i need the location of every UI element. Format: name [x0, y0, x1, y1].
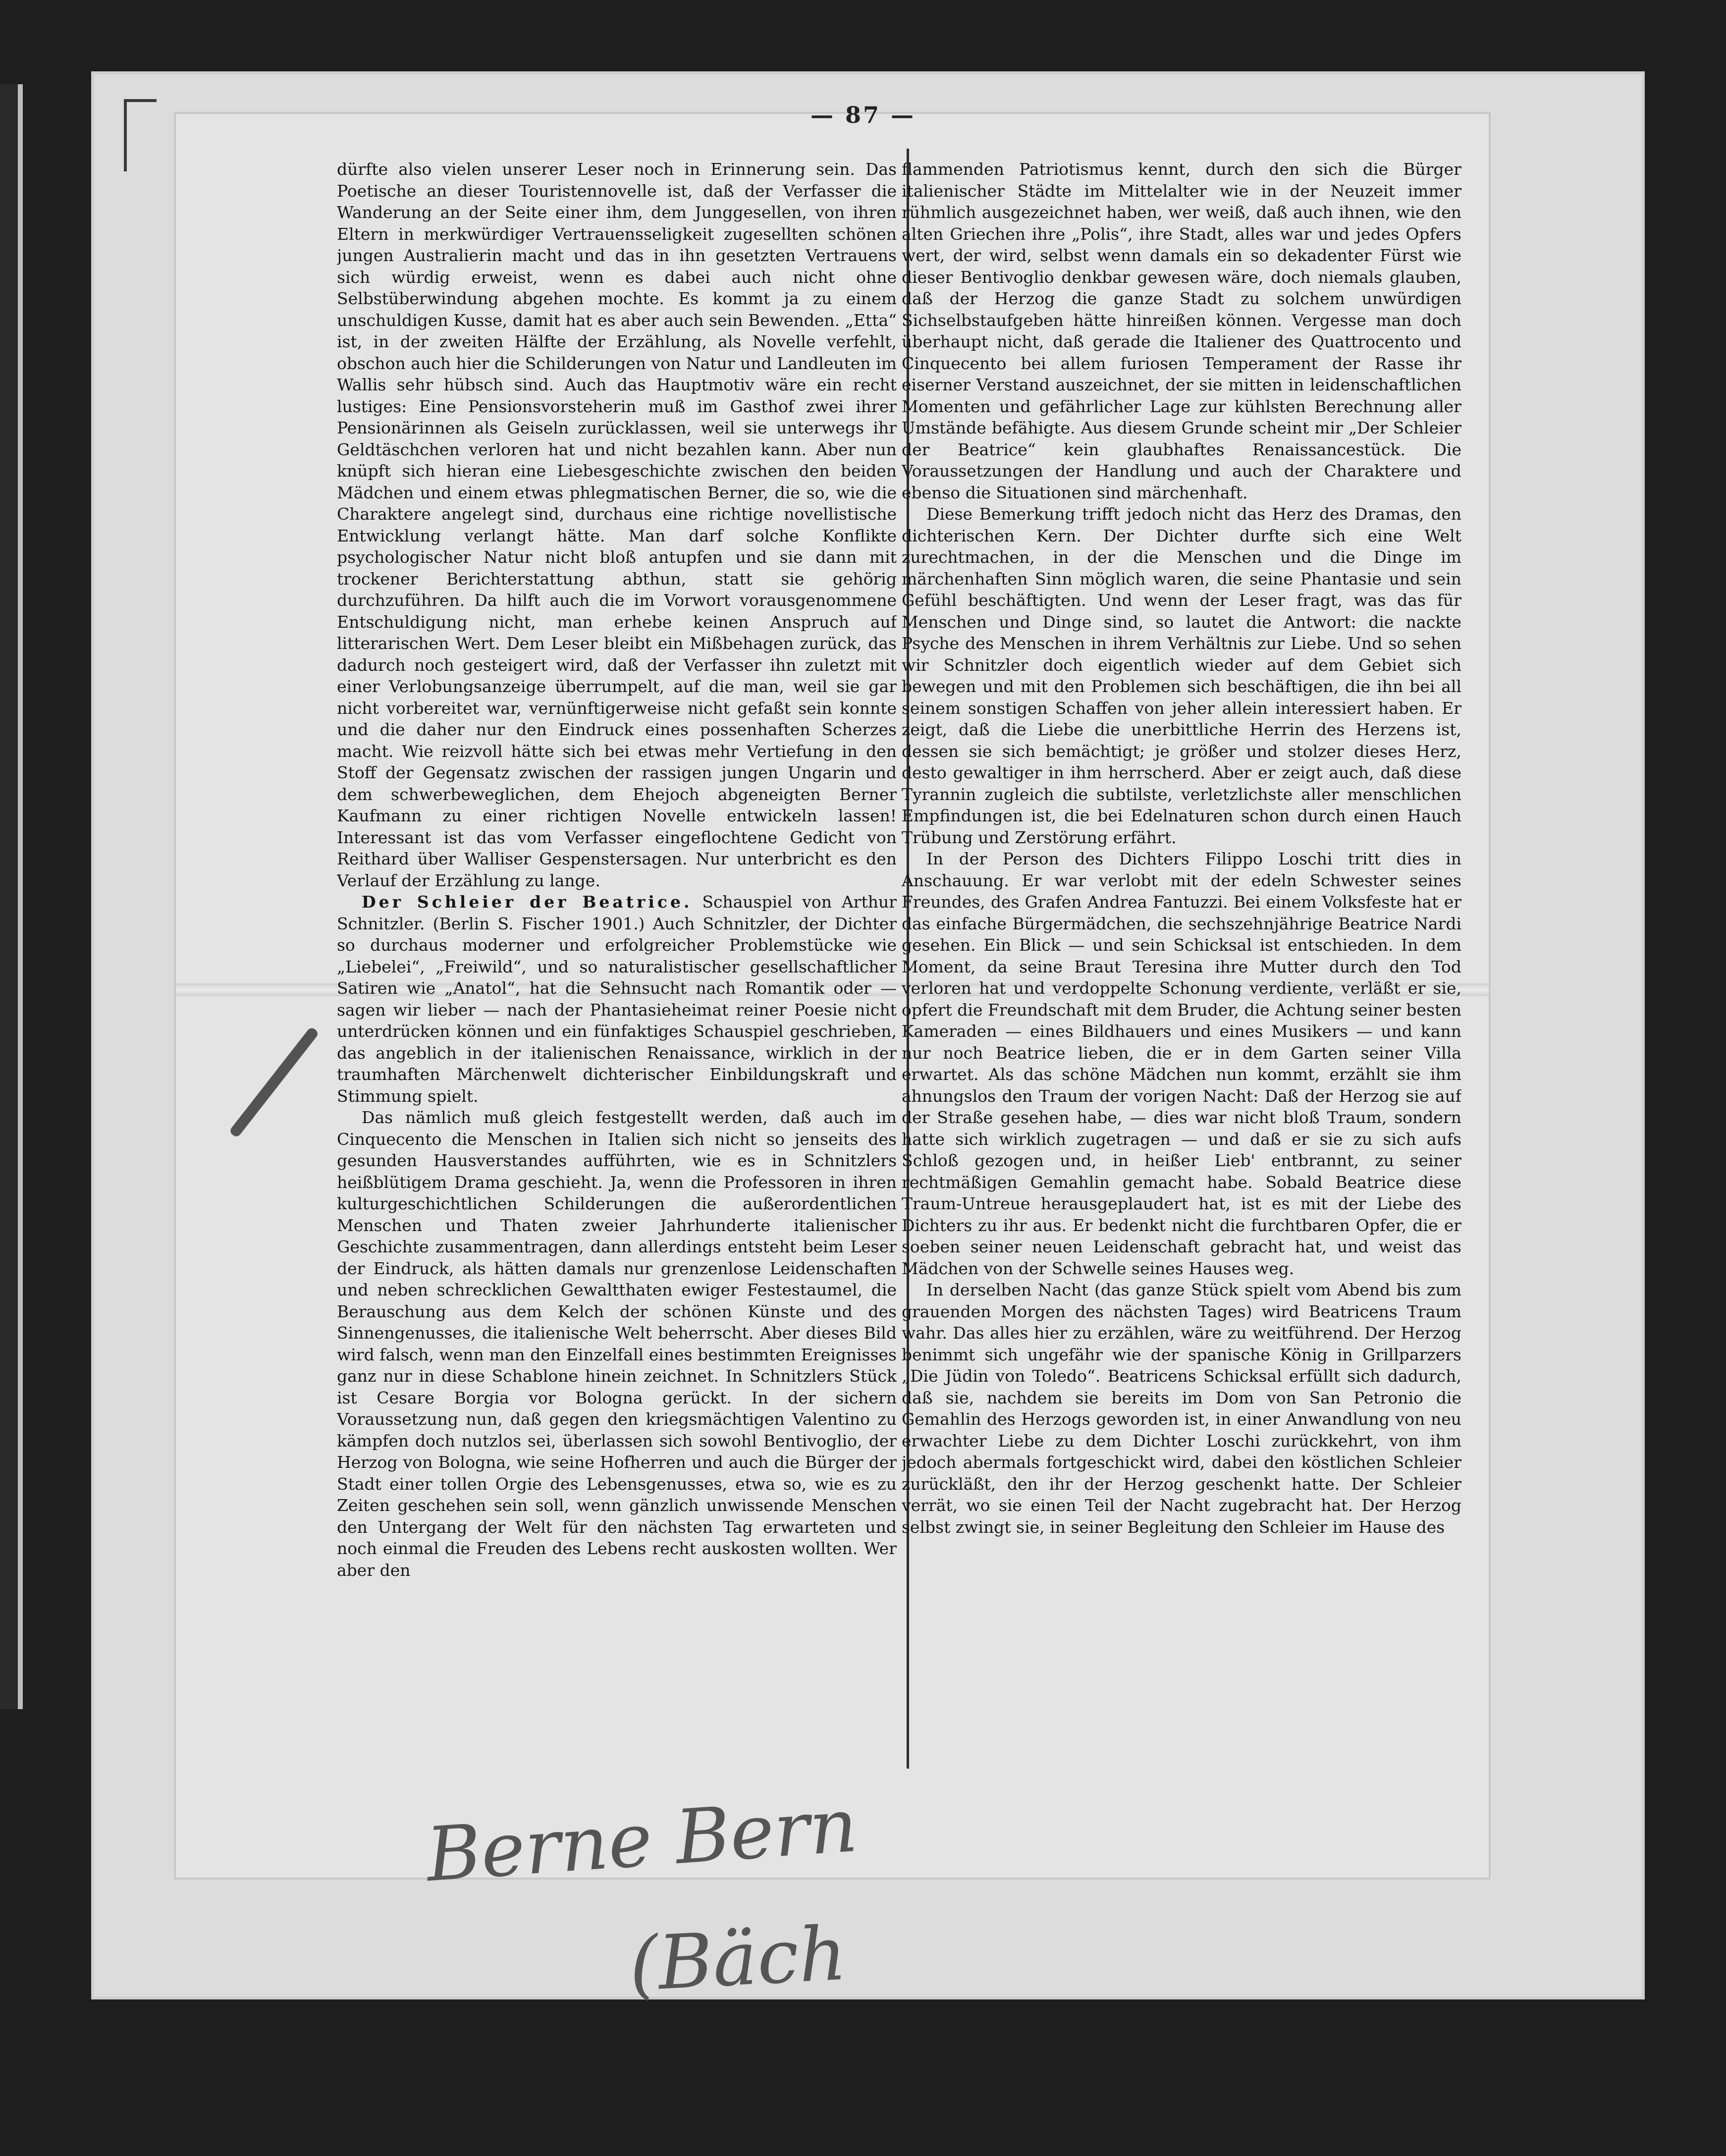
handwritten-note: (Bäch [627, 1910, 849, 2008]
review-heading-paragraph [337, 891, 897, 1107]
paragraph: Das nämlich muß gleich festgestellt werden, daß auch im Cinquecento die Menschen in Italien sich nicht so jenseits des gesunden Hausverstandes aufführten, wie es in Schnitzlers heißblütigem Drama geschieht. Ja, wenn die Professoren in ihren kulturgeschichtlichen Schilderungen die außerordentlichen Menschen und Thaten zweier Jahrhunderte italienischer Geschichte zusammentragen, dann allerdings entsteht beim Leser der Eindruck, als hätten damals nur grenzenlose Leidenschaften und neben schrecklichen Gewaltthaten ewiger Festestaumel, die Berauschung aus dem Kelch der schönen Künste und des Sinnengenusses, die italienische Welt beherrscht. Aber dieses Bild wird falsch, wenn man den Einzelfall eines bestimmten Ereignisses ganz nur in diese Schablone hinein zeichnet. In Schnitzlers Stück ist Cesare Borgia vor Bologna gerückt. In der sichern Voraussetzung nun, daß gegen den kriegsmächtigen Valentino zu kämpfen doch nutzlos sei, überlassen sich sowohl Bentivoglio, der Herzog von Bologna, wie seine Hofherren und auch die Bürger der Stadt einer tollen Orgie des Lebensgenusses, etwa so, wie es zu Zeiten geschehen sein soll, wenn gänzlich unwissende Menschen den Untergang der Welt für den nächsten Tag erwarteten und noch einmal die Freuden des Lebens recht auskosten wollten. Wer aber den [337, 1108, 897, 1580]
paragraph: In derselben Nacht (das ganze Stück spielt vom Abend bis zum grauenden Morgen des nächsten Tages) wird Beatricens Traum wahr. Das alles hier zu erzählen, wäre zu weitführend. Der Herzog benimmt sich ungefähr wie der spanische König in Grillparzers „Die Jüdin von Toledo“. Beatricens Schicksal erfüllt sich dadurch, daß sie, nachdem sie bereits im Dom von San Petronio die Gemahlin des Herzogs geworden ist, in einer Anwandlung von neu erwachter Liebe zu dem Dichter Loschi zurückkehrt, von ihm jedoch abermals fortgeschickt wird, dabei den köstlichen Schleier zurückläßt, den ihr der Herzog geschenkt hatte. Der Schleier verrät, wo sie einen Teil der Nacht zugebracht hat. Der Herzog selbst zwingt sie, in seiner Begleitung den Schleier im Hause des [902, 1280, 1461, 1537]
paragraph-text: Schauspiel von Arthur Schnitzler. (Berlin S. Fischer 1901.) Auch Schnitzler, der Dichter so durchaus moderner und erfolgreicher Problemstücke wie „Liebelei“, „Freiwild“, und so naturalistischer gesellschaftlicher Satiren wie „Anatol“, hat die Sehnsucht nach Romantik oder — sagen wir lieber — nach der Phantasieheimat reiner Poesie nicht unterdrücken können und ein fünfaktiges Schauspiel geschrieben, das angeblich in der italienischen Renaissance, wirklich in der traumhaften Märchenwelt dichterischer Einbildungskraft und Stimmung spielt. [337, 892, 897, 1106]
page-number: — 87 — [810, 102, 916, 128]
handwritten-note: Berne Bern [423, 1782, 861, 1899]
paragraph: Diese Bemerkung trifft jedoch nicht das Herz des Dramas, den dichterischen Kern. Der Dichter durfte sich eine Welt zurechtmachen, in der die Menschen und die Dinge im märchenhaften Sinn möglich waren, die seine Phantasie und sein Gefühl beschäftigten. Und wenn der Leser fragt, was das für Menschen und Dinge sind, so lautet die Antwort: die nackte Psyche des Menschen in ihrem Verhältnis zur Liebe. Und so sehen wir Schnitzler doch eigentlich wieder auf dem Gebiet sich bewegen und mit den Problemen sich beschäftigen, die ihn bei all seinem sonstigen Schaffen von jeher allein interessiert haben. Er zeigt, daß die Liebe die unerbittliche Herrin des Herzens ist, dessen sie sich bemächtigt; je größer und stolzer dieses Herz, desto gewaltiger in ihm herrscherd. Aber er zeigt auch, daß diese Tyrannin zugleich die subtilste, verletzlichste aller menschlichen Empfindungen ist, die bei Edelnaturen schon durch einen Hauch Trübung und Zerstörung erfährt. [902, 504, 1461, 847]
paragraph: dürfte also vielen unserer Leser noch in Erinnerung sein. Das Poetische an dieser Touristennovelle ist, daß der Verfasser die Wanderung an der Seite einer ihm, dem Junggesellen, von ihren Eltern in merkwürdiger Vertrauensseligkeit zugesellten schönen jungen Australierin macht und das in ihn gesetzten Vertrauens sich würdig erweist, wenn es dabei auch nicht ohne Selbstüberwindung abgehen mochte. Es kommt ja zu einem unschuldigen Kusse, damit hat es aber auch sein Bewenden. „Etta“ ist, in der zweiten Hälfte der Erzählung, als Novelle verfehlt, obschon auch hier die Schilderungen von Natur und Landleuten im Wallis sehr hübsch sind. Auch das Hauptmotiv wäre ein recht lustiges: Eine Pensionsvorsteherin muß im Gasthof zwei ihrer Pensionärinnen als Geiseln zurücklassen, weil sie unterwegs ihr Geldtäschchen verloren hat und nicht bezahlen kann. Aber nun knüpft sich hieran eine Liebesgeschichte zwischen den beiden Mädchen und einem etwas phlegmatischen Berner, die so, wie die Charaktere angelegt sind, durchaus eine richtige novellistische Entwicklung verlangt hätte. Man darf solche Konflikte psychologischer Natur nicht bloß antupfen und sie dann mit trockener Berichterstattung abthun, statt sie gehörig durchzuführen. Da hilft auch die im Vorwort vorausgenommene Entschuldigung nicht, man erhebe keinen Anspruch auf litterarischen Wert. Dem Leser bleibt ein Mißbehagen zurück, das dadurch noch gesteigert wird, daß der Verfasser ihn zuletzt mit einer Verlobungsanzeige überrumpelt, auf die man, weil sie gar nicht vorbereitet war, vernünftigerweise nicht gefaßt sein konnte und die daher nur den Eindruck eines possenhaften Scherzes macht. Wie reizvoll hätte sich bei etwas mehr Vertiefung in den Stoff der Gegensatz zwischen der rassigen jungen Ungarin und dem schwerbeweglichen, dem Ehejoch abgeneigten Berner Kaufmann zu einer richtigen Novelle entwickeln lassen! Interessant ist das vom Verfasser eingeflochtene Gedicht von Reithard über Walliser Gespenstersagen. Nur unterbricht es den Verlauf der Erzählung zu lange. [337, 160, 897, 890]
review-title: Der Schleier der Beatrice. [362, 892, 693, 912]
left-column [337, 159, 897, 1774]
paragraph: flammenden Patriotismus kennt, durch den sich die Bürger italienischer Städte im Mittelalter wie in der Neuzeit immer rühmlich ausgezeichnet haben, wer weiß, daß auch ihnen, wie den alten Griechen ihre „Polis“, ihre Stadt, alles war und jedes Opfers wert, der wird, selbst wenn damals ein so dekadenter Fürst wie dieser Bentivoglio denkbar gewesen wäre, doch niemals glauben, daß der Herzog die ganze Stadt zu solchem unwürdigen Sichselbstaufgeben hätte hinreißen können. Vergesse man doch überhaupt nicht, daß gerade die Italiener des Quattrocento und Cinquecento bei allem furiosen Temperament der Rasse ihr eiserner Verstand auszeichnet, der sie mitten in leidenschaftlichen Momenten und gefährlicher Lage zur kühlsten Berechnung aller Umstände befähigte. Aus diesem Grunde scheint mir „Der Schleier der Beatrice“ kein glaubhaftes Renaissancestück. Die Voraussetzungen der Handlung und auch der Charaktere und ebenso die Situationen sind märchenhaft. [902, 160, 1461, 502]
adjacent-page-edge [0, 84, 23, 1709]
paragraph: In der Person des Dichters Filippo Loschi tritt dies in Anschauung. Er war verlobt mit der edeln Schwester seines Freundes, des Grafen Andrea Fantuzzi. Bei einem Volksfeste hat er das einfache Bürgermädchen, die sechszehnjährige Beatrice Nardi gesehen. Ein Blick — und sein Schicksal ist entschieden. In dem Moment, da seine Braut Teresina ihre Mutter durch den Tod verloren hat und verdoppelte Schonung verdiente, verläßt er sie, opfert die Freundschaft mit dem Bruder, die Achtung seiner besten Kameraden — eines Bildhauers und eines Musikers — und kann nur noch Beatrice lieben, die er in dem Garten seiner Villa erwartet. Als das schöne Mädchen nun kommt, erzählt sie ihm ahnungslos den Traum der vorigen Nacht: Daß der Herzog sie auf der Straße gesehen habe, — dies war nicht bloß Traum, sondern hatte sich wirklich zugetragen — und daß er sie zu sich aufs Schloß gezogen und, in heißer Lieb' entbrannt, zu seiner rechtmäßigen Gemahlin gemacht habe. Sobald Beatrice diese Traum-Untreue herausgeplaudert hat, ist es mit der Liebe des Dichters zu ihr aus. Er bedenkt nicht die furchtbaren Opfer, die er soeben seiner neuen Leidenschaft gebracht hat, und weist das Mädchen von der Schwelle seines Hauses weg. [902, 849, 1461, 1278]
right-column [902, 159, 1461, 1774]
